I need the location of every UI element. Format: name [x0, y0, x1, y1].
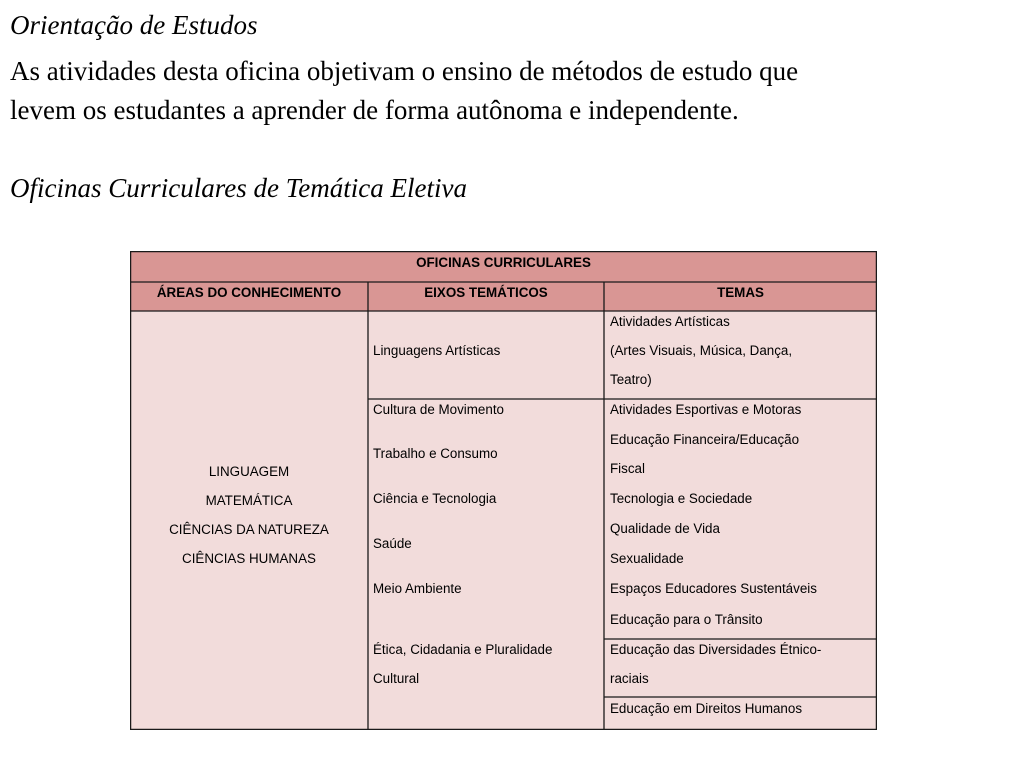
eixo-cell: Meio Ambiente — [373, 581, 462, 596]
column-header-temas: TEMAS — [717, 285, 764, 300]
column-header-areas: ÁREAS DO CONHECIMENTO — [156, 285, 342, 300]
column-header-eixos: EIXOS TEMÁTICOS — [424, 285, 548, 300]
area-cell: CIÊNCIAS DA NATUREZA — [169, 522, 329, 537]
paragraph-line: As atividades desta oficina objetivam o ensino de métodos de estudo que — [10, 56, 799, 86]
table-grid — [130, 251, 877, 730]
section-title-orientacao: Orientação de Estudos — [10, 10, 258, 40]
eixo-cell: Cultura de Movimento — [373, 402, 504, 417]
eixo-cell: Trabalho e Consumo — [373, 446, 498, 461]
tema-cell: Educação para o Trânsito — [610, 612, 763, 627]
area-cell: CIÊNCIAS HUMANAS — [182, 551, 316, 566]
eixo-cell: Saúde — [373, 536, 412, 551]
tema-cell: Qualidade de Vida — [610, 521, 720, 536]
table-body-fill — [130, 311, 877, 730]
tema-cell: Sexualidade — [610, 551, 684, 566]
tema-cell: Atividades Artísticas — [610, 314, 730, 329]
tema-cell: raciais — [610, 671, 649, 686]
curricular-workshops-table — [130, 251, 877, 730]
paragraph-line: levem os estudantes a aprender de forma autônoma e independente. — [10, 95, 739, 125]
table-title: OFICINAS CURRICULARES — [416, 255, 591, 270]
tema-cell: Educação das Diversidades Étnico- — [610, 642, 822, 657]
eixo-cell: Cultural — [373, 671, 420, 686]
tema-cell: Teatro) — [610, 372, 652, 387]
tema-cell: Educação Financeira/Educação — [610, 432, 800, 447]
tema-cell: Espaços Educadores Sustentáveis — [610, 581, 817, 596]
tema-cell: Educação em Direitos Humanos — [610, 701, 803, 716]
tema-cell: Fiscal — [610, 461, 645, 476]
eixo-cell: Ciência e Tecnologia — [373, 491, 497, 506]
area-cell: MATEMÁTICA — [205, 493, 293, 508]
tema-cell: Tecnologia e Sociedade — [610, 491, 753, 506]
area-cell: LINGUAGEM — [208, 464, 290, 479]
section-title-oficinas: Oficinas Curriculares de Temática Eletiva — [10, 173, 467, 203]
eixo-cell: Ética, Cidadania e Pluralidade — [373, 642, 553, 657]
tema-cell: Atividades Esportivas e Motoras — [610, 402, 802, 417]
tema-cell: (Artes Visuais, Música, Dança, — [610, 343, 793, 358]
eixo-cell: Linguagens Artísticas — [373, 343, 501, 358]
section-paragraph — [10, 52, 1020, 130]
